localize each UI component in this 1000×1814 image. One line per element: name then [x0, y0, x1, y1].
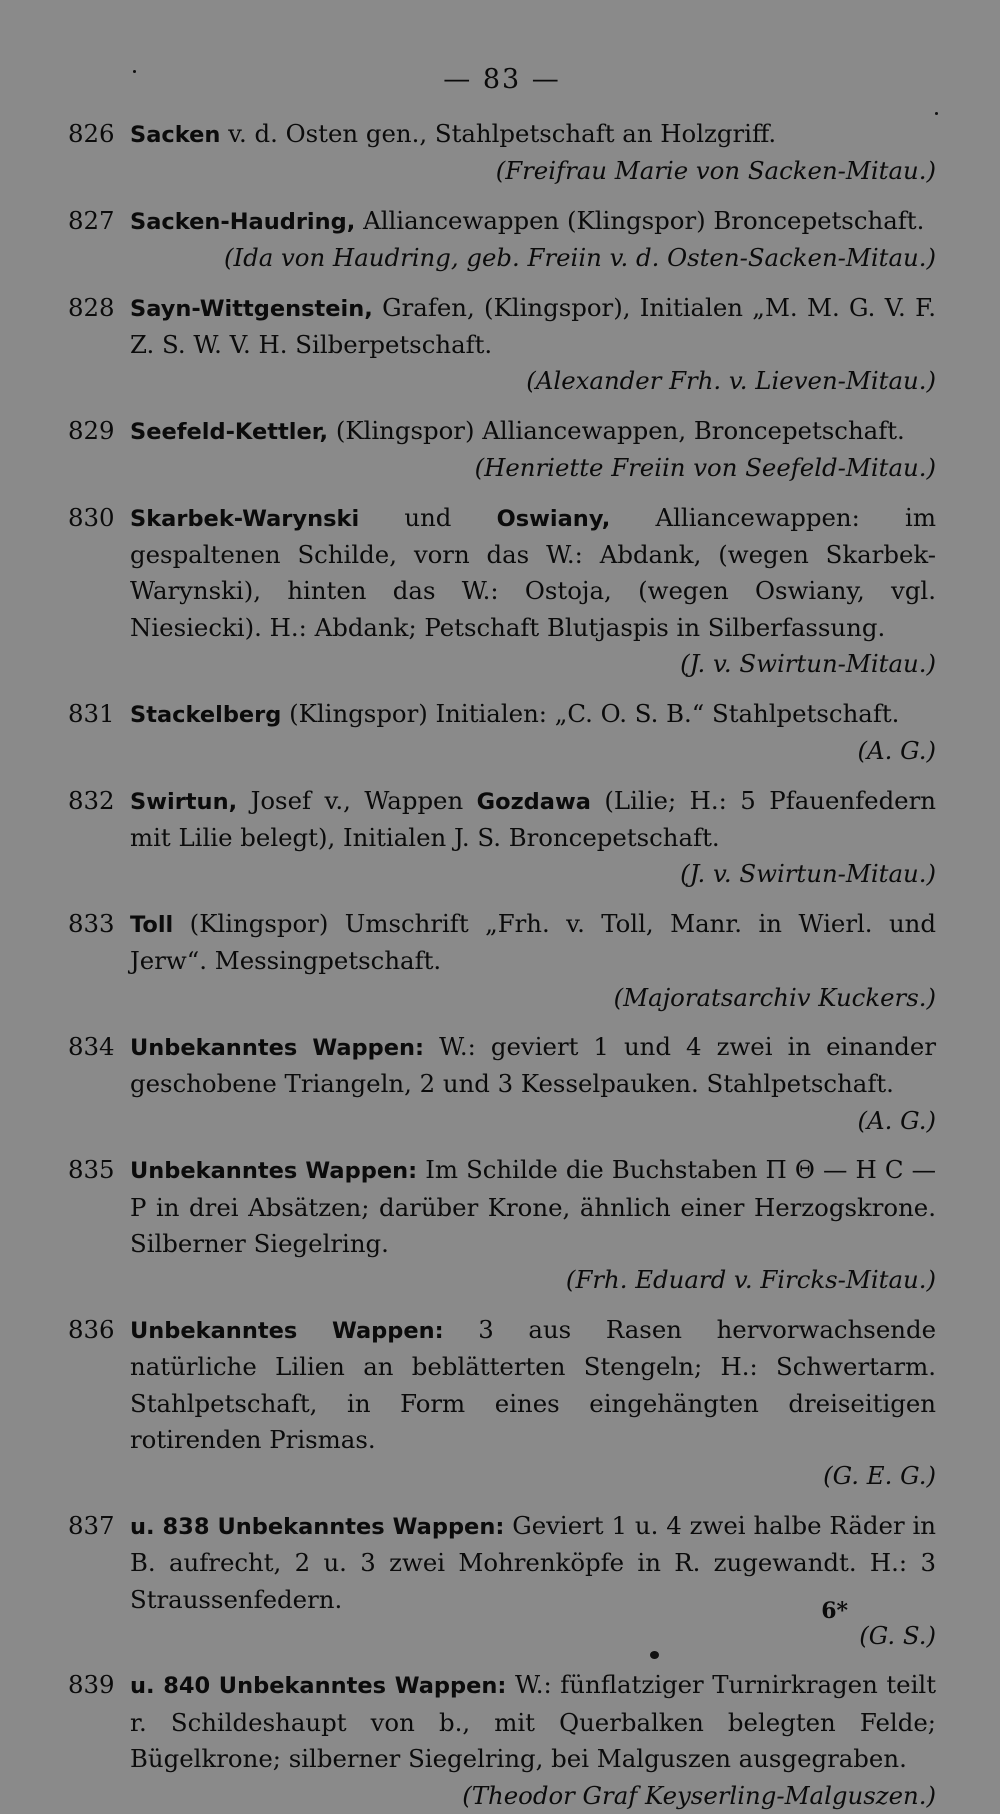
entry-name: Unbekanntes Wappen: [130, 1317, 444, 1344]
entry-source: (J. v. Swirtun-Mitau.) [680, 859, 936, 889]
entry-description: W.: fünflatziger Turnirkragen teilt r. Schildeshaupt von b., mit Querbalken belegten Felde; Bügelkrone; silberner Siegelring, bei Malguszen ausgegraben. [130, 1670, 936, 1774]
entry-name: Sacken [130, 122, 221, 148]
entry-number: 837 [68, 1510, 115, 1540]
entry-description: (Klingspor) Initialen: „C. O. S. B.“ Stahlpetschaft. [281, 698, 900, 728]
entry-description: (Klingspor) Umschrift „Frh. v. Toll, Manr. in Wierl. und Jerw“. Messingpetschaft. [130, 908, 936, 976]
entry-name-secondary: Gozdawa [476, 788, 591, 815]
catalog-entry [68, 783, 936, 893]
entry-number: 826 [68, 119, 115, 148]
entry-name: Toll [130, 911, 174, 938]
entry-number: 831 [68, 698, 115, 728]
entry-source: (Theodor Graf Keyserling-Malguszen.) [462, 1780, 936, 1810]
entry-name: Skarbek-Warynski [130, 505, 360, 532]
entry-description: Josef v., Wappen [237, 785, 477, 815]
signature-mark: 6* [821, 1598, 848, 1624]
entry-name: Sayn-Wittgenstein, [130, 295, 373, 322]
entry-source: (A. G.) [857, 1105, 936, 1135]
entry-name: Unbekanntes Wappen: [130, 1158, 418, 1185]
entry-number: 827 [68, 205, 115, 235]
entry-source: (Majoratsarchiv Kuckers.) [613, 982, 936, 1012]
entry-number: 836 [68, 1314, 115, 1344]
entry-number: 833 [68, 908, 115, 938]
entry-source: (J. v. Swirtun-Mitau.) [680, 649, 936, 679]
entry-name: Unbekanntes Wappen: [130, 1034, 425, 1061]
entry-source: (A. G.) [857, 736, 936, 766]
entry-number: 834 [68, 1031, 115, 1061]
entry-source: (Freifrau Marie von Sacken-Mitau.) [495, 156, 936, 186]
print-speck [650, 1651, 659, 1659]
catalog-entry [68, 1152, 936, 1299]
catalog-entry [68, 906, 936, 1016]
entry-description: Im Schilde die Buchstaben Π Θ — H C — P in drei Absätzen; darüber Krone, ähnlich einer Herzogskrone. Silberner Siegelring. [130, 1155, 936, 1258]
entry-number: 835 [68, 1155, 115, 1185]
catalog-entry [68, 1667, 936, 1814]
entry-number: 830 [68, 502, 115, 532]
entry-name: Sacken-Haudring, [130, 208, 356, 235]
catalog-entry [68, 696, 936, 770]
entry-source: (G. E. G.) [823, 1461, 936, 1491]
entry-number: 828 [68, 292, 115, 322]
catalog-entry [68, 116, 936, 190]
catalog-entry [68, 1029, 936, 1139]
entry-source: (Alexander Frh. v. Lieven-Mitau.) [526, 366, 936, 396]
entry-name: u. 838 Unbekanntes Wappen: [130, 1513, 505, 1540]
entry-name: u. 840 Unbekanntes Wappen: [130, 1673, 507, 1700]
catalog-entry [68, 203, 936, 277]
entry-description: Grafen, (Klingspor), Initialen „M. M. G. V. F. Z. S. W. V. H. Silberpetschaft. [130, 292, 936, 360]
entry-source: (G. S.) [859, 1621, 936, 1651]
entry-name: Seefeld-Kettler, [130, 418, 329, 445]
entry-description: W.: geviert 1 und 4 zwei in einander geschobene Triangeln, 2 und 3 Kesselpauken. Stahlpetschaft. [130, 1031, 937, 1099]
page-number: — 83 — [443, 64, 561, 95]
entry-description: und [359, 502, 497, 532]
entry-description: v. d. Osten gen., Stahlpetschaft an Holzgriff. [220, 119, 777, 148]
catalog-entry [68, 500, 936, 683]
entry-source: (Frh. Eduard v. Fircks-Mitau.) [565, 1265, 936, 1295]
entry-list [68, 116, 936, 1814]
entry-description: Alliancewappen (Klingspor) Broncepetschaft. [355, 205, 925, 235]
entry-number: 839 [68, 1670, 115, 1700]
entry-description-continued: (Lilie; H.: 5 Pfauenfedern mit Lilie belegt), Initialen J. S. Broncepetschaft. [130, 785, 936, 852]
print-speck [935, 112, 938, 115]
catalog-entry [68, 290, 936, 400]
catalog-entry [68, 1508, 936, 1655]
entry-description: Geviert 1 u. 4 zwei halbe Räder in B. aufrecht, 2 u. 3 zwei Mohrenköpfe in R. zugewandt. H.: 3 Straussenfedern. [130, 1510, 936, 1614]
catalog-entry [68, 1312, 936, 1495]
print-speck [133, 70, 136, 73]
entry-description-continued: Alliancewappen: im gespaltenen Schilde, vorn das W.: Abdank, (wegen Skarbek-Warynski), hinten das W.: Ostoja, (wegen Oswiany, vgl. Niesiecki). H.: Abdank; Petschaft Blutjaspis in Silberfassung. [130, 502, 936, 642]
entry-name: Stackelberg [130, 701, 282, 728]
entry-name-secondary: Oswiany, [496, 505, 611, 532]
catalog-entry [68, 413, 936, 487]
entry-number: 832 [68, 785, 115, 815]
entry-source: (Ida von Haudring, geb. Freiin v. d. Osten-Sacken-Mitau.) [223, 243, 936, 273]
entry-source: (Henriette Freiin von Seefeld-Mitau.) [474, 453, 936, 483]
entry-name: Swirtun, [130, 788, 238, 815]
entry-description: 3 aus Rasen hervorwachsende natürliche Lilien an beblätterten Stengeln; H.: Schwertarm. Stahlpetschaft, in Form eines eingehängten dreiseitigen rotirenden Prismas. [130, 1314, 937, 1454]
entry-description: (Klingspor) Alliancewappen, Broncepetschaft. [328, 415, 905, 445]
entry-number: 829 [68, 415, 115, 445]
